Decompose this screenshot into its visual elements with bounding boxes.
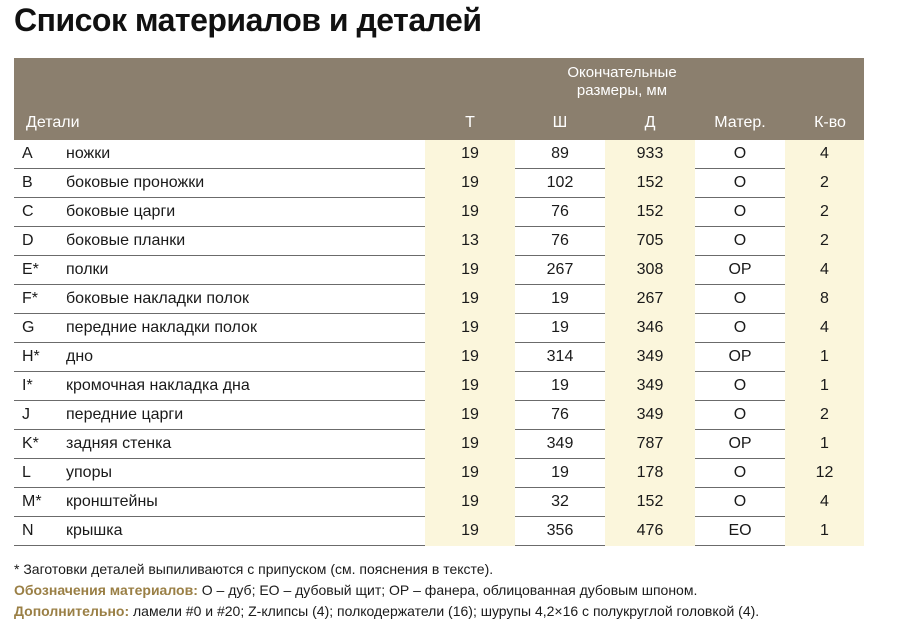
width-value: 314 <box>546 348 574 365</box>
table-row <box>14 227 864 256</box>
part-letter: B <box>22 174 33 191</box>
material-value: О <box>733 203 747 220</box>
length-value: 705 <box>636 232 664 249</box>
thickness-value: 19 <box>461 261 479 278</box>
column-header-parts: Детали <box>26 114 80 131</box>
quantity-value: 1 <box>820 522 829 539</box>
quantity-value: 4 <box>820 493 829 510</box>
width-value: 356 <box>546 522 574 539</box>
length-value: 152 <box>636 493 664 510</box>
part-letter: L <box>22 464 31 481</box>
part-name: ножки <box>66 145 111 162</box>
table-row <box>14 140 864 169</box>
part-letter: M* <box>22 493 42 510</box>
table-row <box>14 517 864 546</box>
width-value: 349 <box>546 435 574 452</box>
extra-hardware-text: ламели #0 и #20; Z-клипсы (4); полкодержатели (16); шурупы 4,2×16 с полукруглой головкой (4). <box>129 603 760 619</box>
part-letter: N <box>22 522 34 539</box>
material-value: ОР <box>728 261 752 278</box>
footnote: * Заготовки деталей выпиливаются с припуском (см. пояснения в тексте). <box>14 561 494 577</box>
material-value: О <box>733 319 747 336</box>
part-name: передние царги <box>66 406 184 423</box>
material-value: ЕО <box>728 522 752 539</box>
thickness-value: 19 <box>461 174 479 191</box>
thickness-value: 19 <box>461 319 479 336</box>
length-value: 787 <box>636 435 664 452</box>
quantity-value: 4 <box>820 319 829 336</box>
quantity-value: 8 <box>820 290 829 307</box>
materials-legend-text: О – дуб; ЕО – дубовый щит; ОР – фанера, облицованная дубовым шпоном. <box>197 582 698 598</box>
table-row <box>14 256 864 285</box>
quantity-value: 2 <box>820 174 829 191</box>
thickness-value: 19 <box>461 377 479 394</box>
length-value: 349 <box>636 348 664 365</box>
part-letter: H* <box>22 348 40 365</box>
quantity-value: 2 <box>820 406 829 423</box>
width-value: 32 <box>551 493 569 510</box>
table-row <box>14 488 864 517</box>
length-value: 267 <box>636 290 664 307</box>
thickness-value: 19 <box>461 435 479 452</box>
materials-legend <box>14 580 884 601</box>
column-header-material: Матер. <box>714 114 766 131</box>
material-value: О <box>733 406 747 423</box>
thickness-value: 19 <box>461 203 479 220</box>
part-name: дно <box>66 348 94 365</box>
part-name: крышка <box>66 522 123 539</box>
material-value: О <box>733 174 747 191</box>
part-letter: C <box>22 203 34 220</box>
part-letter: I* <box>22 377 33 394</box>
part-name: боковые накладки полок <box>66 290 249 307</box>
width-value: 89 <box>551 145 569 162</box>
width-value: 19 <box>551 290 569 307</box>
width-value: 76 <box>551 232 569 249</box>
length-value: 308 <box>636 261 664 278</box>
table-row <box>14 401 864 430</box>
material-value: О <box>733 377 747 394</box>
part-name: задняя стенка <box>66 435 172 452</box>
notes <box>14 559 884 622</box>
part-letter: E* <box>22 261 39 278</box>
thickness-value: 13 <box>461 232 479 249</box>
material-value: О <box>733 232 747 249</box>
length-value: 152 <box>636 203 664 220</box>
part-name: кронштейны <box>66 493 158 510</box>
part-name: боковые проножки <box>66 174 205 191</box>
table-row <box>14 285 864 314</box>
material-value: О <box>733 464 747 481</box>
width-value: 19 <box>551 319 569 336</box>
material-value: ОР <box>728 348 752 365</box>
table-header <box>14 58 864 140</box>
part-name: передние накладки полок <box>66 319 257 336</box>
extra-hardware <box>14 601 884 622</box>
part-letter: A <box>22 145 33 162</box>
column-header-thickness: Т <box>465 114 475 131</box>
table-row <box>14 459 864 488</box>
materials-legend-label: Обозначения материалов: <box>14 582 198 598</box>
width-value: 102 <box>546 174 574 191</box>
length-value: 933 <box>636 145 664 162</box>
length-value: 178 <box>636 464 664 481</box>
table-row <box>14 169 864 198</box>
material-value: О <box>733 493 747 510</box>
dimensions-group-header <box>434 64 810 100</box>
quantity-value: 2 <box>820 203 829 220</box>
length-value: 346 <box>636 319 664 336</box>
thickness-value: 19 <box>461 522 479 539</box>
group-header-line1: Окончательные <box>567 64 677 81</box>
quantity-value: 4 <box>820 145 829 162</box>
table-row <box>14 343 864 372</box>
part-letter: F* <box>22 290 38 307</box>
quantity-value: 12 <box>815 464 834 481</box>
materials-table <box>14 58 864 546</box>
table-row <box>14 372 864 401</box>
table-row <box>14 430 864 459</box>
thickness-value: 19 <box>461 290 479 307</box>
column-header-width: Ш <box>552 114 568 131</box>
page-title: Список материалов и деталей <box>14 2 482 38</box>
width-value: 19 <box>551 464 569 481</box>
part-name: боковые царги <box>66 203 176 220</box>
table-body <box>14 140 864 546</box>
width-value: 76 <box>551 203 569 220</box>
column-header-quantity: К-во <box>814 114 846 131</box>
part-letter: G <box>22 319 35 336</box>
quantity-value: 1 <box>820 377 829 394</box>
length-value: 349 <box>636 406 664 423</box>
length-value: 152 <box>636 174 664 191</box>
table-row <box>14 314 864 343</box>
part-letter: J <box>22 406 30 423</box>
part-name: боковые планки <box>66 232 186 249</box>
length-value: 476 <box>636 522 664 539</box>
thickness-value: 19 <box>461 348 479 365</box>
table-row <box>14 198 864 227</box>
quantity-value: 1 <box>820 348 829 365</box>
quantity-value: 1 <box>820 435 829 452</box>
length-value: 349 <box>636 377 664 394</box>
material-value: О <box>733 145 747 162</box>
thickness-value: 19 <box>461 406 479 423</box>
thickness-value: 19 <box>461 493 479 510</box>
part-letter: K* <box>22 435 39 452</box>
width-value: 19 <box>551 377 569 394</box>
thickness-value: 19 <box>461 464 479 481</box>
part-letter: D <box>22 232 34 249</box>
width-value: 76 <box>551 406 569 423</box>
column-header-length: Д <box>644 114 656 131</box>
material-value: ОР <box>728 435 752 452</box>
part-name: полки <box>66 261 109 278</box>
part-name: упоры <box>66 464 112 481</box>
width-value: 267 <box>546 261 574 278</box>
quantity-value: 2 <box>820 232 829 249</box>
part-name: кромочная накладка дна <box>66 377 250 394</box>
quantity-value: 4 <box>820 261 829 278</box>
thickness-value: 19 <box>461 145 479 162</box>
group-header-line2: размеры, мм <box>576 82 668 99</box>
material-value: О <box>733 290 747 307</box>
extra-hardware-label: Дополнительно: <box>14 603 130 619</box>
